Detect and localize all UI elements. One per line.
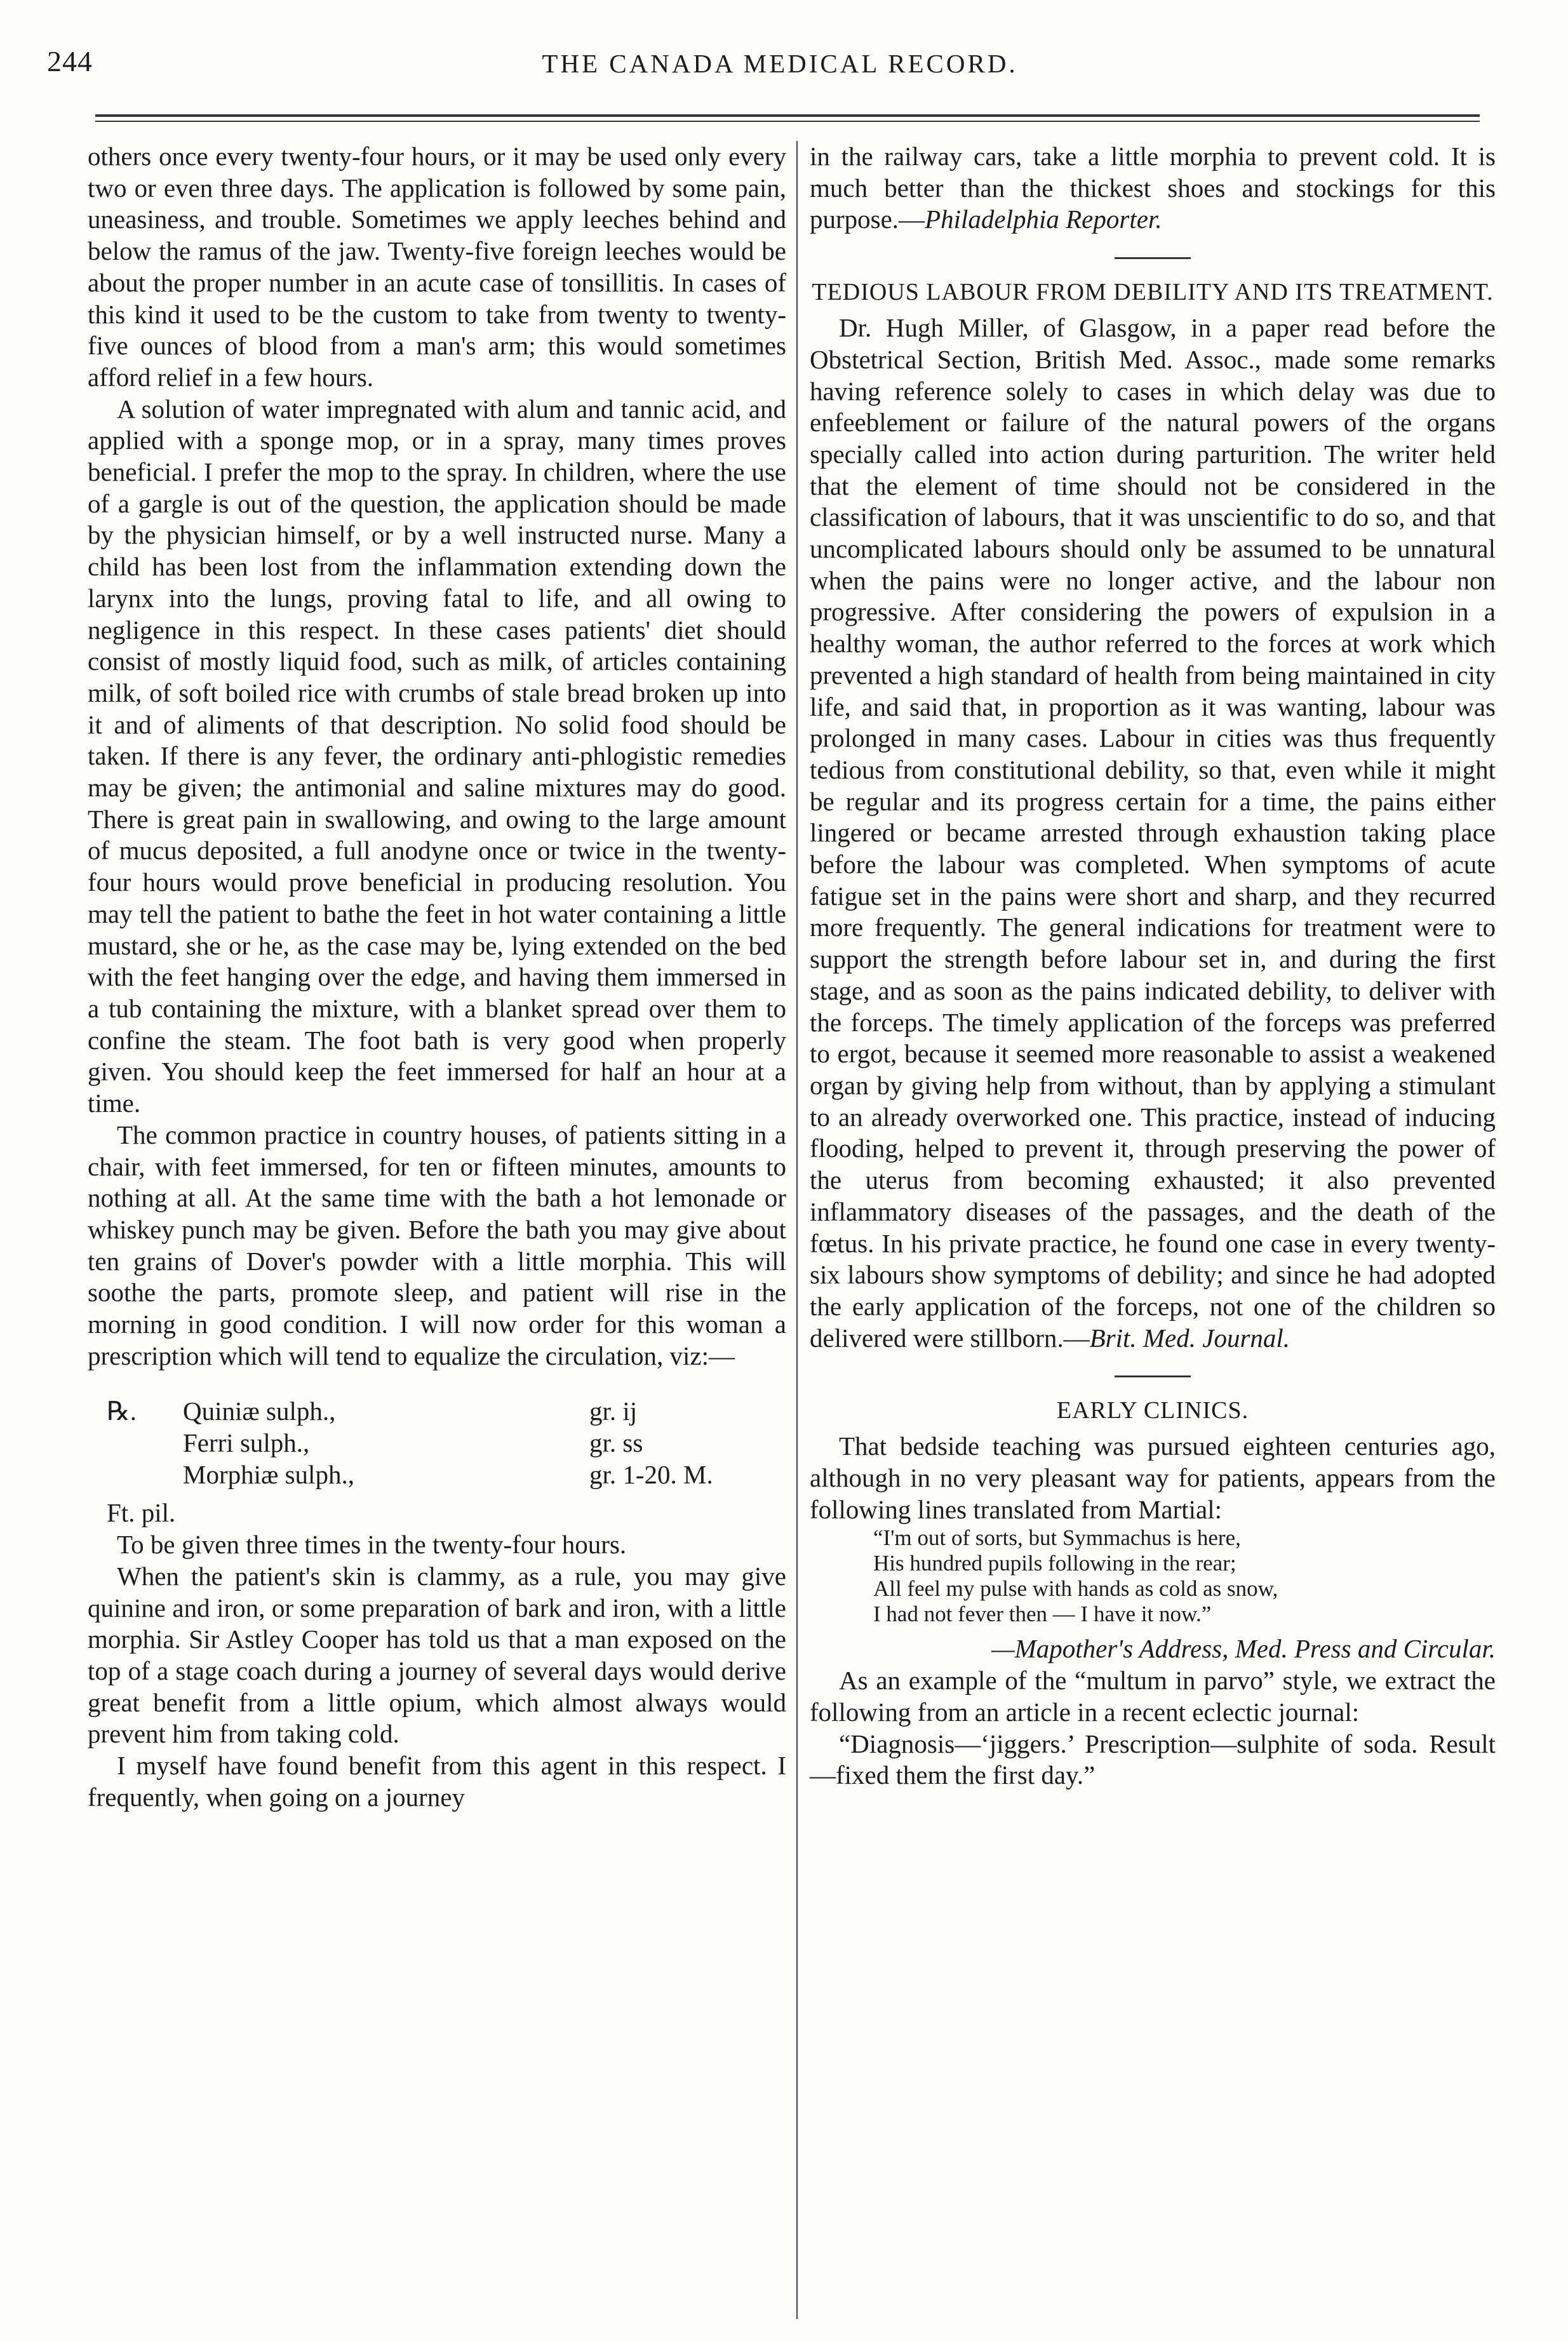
- paragraph: To be given three times in the twenty-four hours.: [117, 1530, 627, 1560]
- quote-attribution: —Mapother's Address, Med. Press and Circular.: [991, 1634, 1496, 1664]
- prescription-row: [88, 1459, 786, 1491]
- verse-line: “I'm out of sorts, but Symmachus is here,: [873, 1525, 1241, 1551]
- prescription-dose: gr. 1-20. M.: [589, 1460, 713, 1490]
- paragraph: As an example of the “multum in parvo” style, we extract the following from an article in a recent eclectic journal:: [810, 1666, 1496, 1727]
- paragraph: “Diagnosis—‘jiggers.’ Prescription—sulphite of soda. Result—fixed them the first day.”: [810, 1729, 1496, 1790]
- paragraph: I myself have found benefit from this agent in this respect. I frequently, when going on a journey: [88, 1751, 786, 1812]
- prescription-drug: Morphiæ sulph.,: [183, 1460, 354, 1490]
- paragraph: That bedside teaching was pursued eighteen centuries ago, although in no very pleasant way for patients, appears from the following lines translated from Martial:: [810, 1431, 1496, 1524]
- column-divider: [796, 141, 798, 2319]
- page-number: 244: [47, 45, 93, 77]
- prescription-drug: Quiniæ sulph.,: [183, 1396, 336, 1426]
- section-title: TEDIOUS LABOUR FROM DEBILITY AND ITS TREATMENT.: [812, 279, 1494, 306]
- prescription-row: [88, 1428, 786, 1459]
- prescription: [88, 1396, 786, 1491]
- source-citation: Brit. Med. Journal.: [1089, 1323, 1290, 1353]
- left-column: [88, 141, 786, 2319]
- verse-line: I had not fever then — I have it now.”: [873, 1602, 1212, 1627]
- verse-quote: [810, 1525, 1496, 1627]
- paragraph-text: Dr. Hugh Miller, of Glasgow, in a paper read before the Obstetrical Section, British Med. Assoc., made some remarks having reference solely to cases in which delay was due to enfeeblement or failure of the natural powers of the organs specially called into action during parturition. The writer held that the element of time should not be considered in the classification of labours, that it was unscientific to do so, and that uncomplicated labours should only be assumed to be unnatural when the pains were no longer active, and the labour non progressive. After considering the powers of expulsion in a healthy woman, the author referred to the forces at work which prevented a high standard of health from being maintained in city life, and said that, in proportion as it was wanting, labour was prolonged in many cases. Labour in cities was thus frequently tedious from constitutional debility, so that, even while it might be regular and its progress certain for a time, the pains either lingered or became arrested through exhaustion taking place before the labour was completed. When symptoms of acute fatigue set in the pains were short and sharp, and they recurred more frequently. The general indications for treatment were to support the strength before labour set in, and during the first stage, and as soon as the pains indicated debility, to deliver with the forceps. The timely application of the forceps was preferred to ergot, because it seemed more reasonable to assist a weakened organ by giving help from without, than by applying a stimulant to an already overworked one. This practice, instead of inducing flooding, helped to prevent it, through preserving the power of the uterus from becoming exhausted; it also prevented inflammatory diseases of the passages, and the death of the fœtus. In his private practice, he found one case in every twenty-six labours show symptoms of debility; and since he had adopted the early application of the forceps, not one of the children so delivered were stillborn.—: [810, 313, 1496, 1353]
- verse-line: His hundred pupils following in the rear;: [873, 1551, 1236, 1576]
- prescription-dose: gr. ss: [589, 1428, 643, 1458]
- paragraph: others once every twenty-four hours, or it may be used only every two or even three days. The application is followed by some pain, uneasiness, and trouble. Sometimes we apply leeches behind and below the ramus of the jaw. Twenty-five foreign leeches would be about the proper number in an acute case of tonsillitis. In cases of this kind it used to be the custom to take from twenty to twenty-five ounces of blood from a man's arm; this would sometimes afford relief in a few hours.: [88, 142, 786, 392]
- right-column: [810, 141, 1496, 2319]
- source-citation: Philadelphia Reporter.: [925, 204, 1162, 234]
- verse-line: All feel my pulse with hands as cold as snow,: [873, 1576, 1278, 1602]
- running-title: THE CANADA MEDICAL RECORD.: [542, 49, 1018, 78]
- header-rule-thick: [95, 114, 1480, 117]
- paragraph: [810, 141, 1496, 236]
- header-rule-thin: [95, 121, 1480, 122]
- prescription-row: [88, 1396, 786, 1428]
- prescription-form: Ft. pil.: [107, 1498, 176, 1528]
- section-title: EARLY CLINICS.: [1056, 1397, 1249, 1424]
- section-rule: [1115, 1375, 1191, 1377]
- paragraph: [810, 312, 1496, 1354]
- paragraph: The common practice in country houses, of patients sitting in a chair, with feet immersed, for ten or fifteen minutes, amounts to nothing at all. At the same time with the bath a hot lemonade or whiskey punch may be given. Before the bath you may give about ten grains of Dover's powder with a little morphia. This will soothe the parts, promote sleep, and patient will rise in the morning in good condition. I will now order for this woman a prescription which will tend to equalize the circulation, viz:—: [88, 1120, 786, 1370]
- paragraph: A solution of water impregnated with alum and tannic acid, and applied with a sponge mop, or in a spray, many times proves beneficial. I prefer the mop to the spray. In children, where the use of a gargle is out of the question, the application should be made by the physician himself, or by a well instructed nurse. Many a child has been lost from the inflammation extending down the larynx into the lungs, proving fatal to life, and all owing to negligence in this respect. In these cases patients' diet should consist of mostly liquid food, such as milk, of articles containing milk, of soft boiled rice with crumbs of stale bread broken up into it and of aliments of that description. No solid food should be taken. If there is any fever, the ordinary anti-phlogistic remedies may be given; the antimonial and saline mixtures may do good. There is great pain in swallowing, and owing to the large amount of mucus deposited, a full anodyne once or twice in the twenty-four hours would prove beneficial in producing resolution. You may tell the patient to bathe the feet in hot water containing a little mustard, she or he, as the case may be, lying extended on the bed with the feet hanging over the edge, and having them immersed in a tub containing the mixture, with a blanket spread over them to confine the steam. The foot bath is very good when properly given. You should keep the feet immersed for half an hour at a time.: [88, 394, 786, 1118]
- paragraph: When the patient's skin is clammy, as a rule, you may give quinine and iron, or some preparation of bark and iron, with a little morphia. Sir Astley Cooper has told us that a man exposed on the top of a stage coach during a journey of several days would derive great benefit from a little opium, which almost always would prevent him from taking cold.: [88, 1561, 786, 1749]
- page-header: [43, 44, 1517, 95]
- paragraph-text: in the railway cars, take a little morphia to prevent cold. It is much better than the thickest shoes and stockings for this purpose.—: [810, 142, 1496, 234]
- prescription-dose: gr. ij: [589, 1396, 638, 1426]
- recipe-symbol: ℞.: [107, 1396, 137, 1426]
- prescription-drug: Ferri sulph.,: [183, 1428, 310, 1458]
- section-rule: [1115, 257, 1191, 259]
